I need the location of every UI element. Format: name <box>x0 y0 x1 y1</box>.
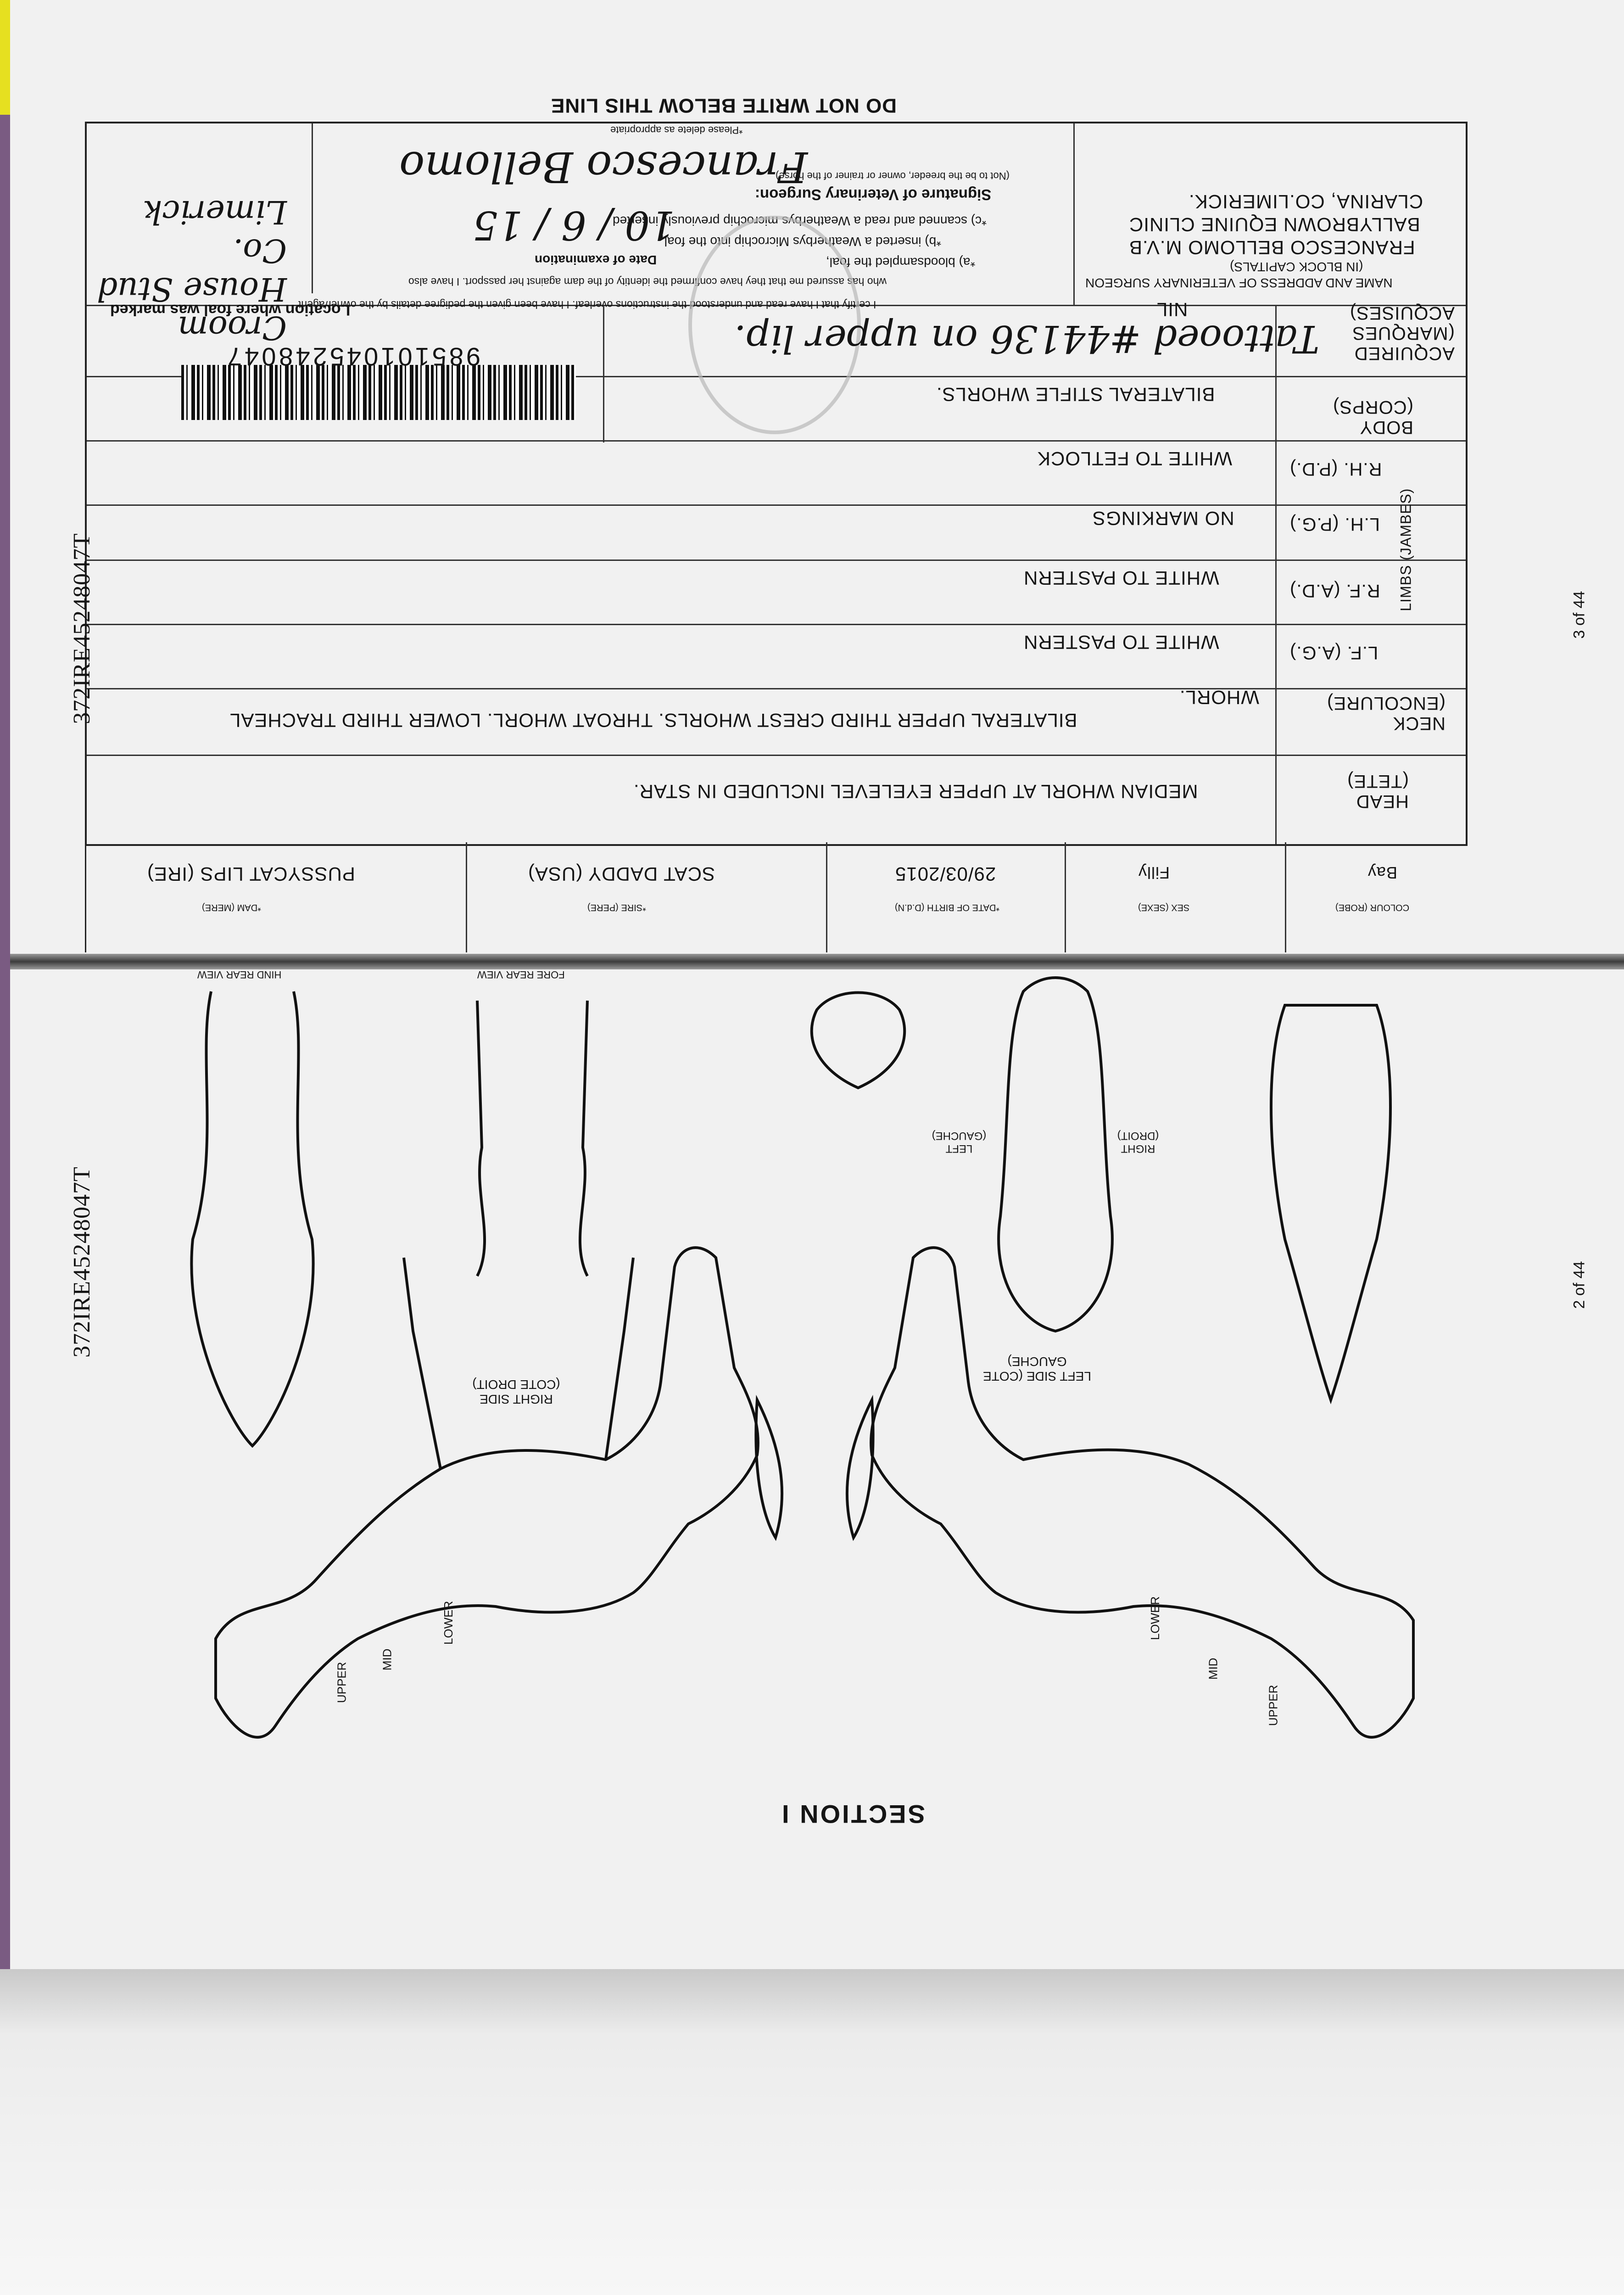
rh-label: R.H. (P.D.) <box>1289 459 1382 479</box>
location-label: Location where foal was marked <box>110 301 351 319</box>
right-side-fore-leg <box>404 1258 441 1469</box>
sire-value: SCAT DADDY (USA) <box>528 863 715 885</box>
do-not-write-line: DO NOT WRITE BELOW THIS LINE <box>551 94 897 117</box>
passport-number-bottom: 372IRE45248047T <box>68 1166 95 1358</box>
sex-value: Filly <box>1138 863 1170 882</box>
hind-rear-view-label: HIND REAR VIEW <box>197 969 282 980</box>
left-side-tail <box>847 1400 873 1538</box>
microchip-number: 985101045248047 <box>225 342 481 371</box>
sex-label: SEX (SEXE) <box>1138 902 1190 912</box>
signature-label: Signature of Veterinary Surgeon: <box>755 186 992 203</box>
rf-value: WHITE TO PASTERN <box>1023 567 1219 589</box>
head-value: MEDIAN WHORL AT UPPER EYELEVEL INCLUDED IN STAR. <box>633 781 1198 802</box>
hind-rear-legs-view <box>191 991 313 1446</box>
fore-rear-legs-view <box>477 1001 587 1276</box>
right-side-label: RIGHT SIDE (COTE DROIT) <box>472 1377 560 1406</box>
neck-label: NECK (ENCOLURE) <box>1327 693 1445 733</box>
head-left-label: LEFT (GAUCHE) <box>932 1130 987 1155</box>
lf-value: WHITE TO PASTERN <box>1023 632 1219 653</box>
head-label: HEAD (TETE) <box>1347 771 1409 812</box>
delete-note: *Please delete as appropriate <box>610 124 743 136</box>
page-number-bottom: 2 of 44 <box>1570 1261 1588 1309</box>
certification-line2: who has assured me that they have confirmed the identity of the dam against her passport. I have also <box>408 276 887 288</box>
limbs-label: LIMBS (JAMBES) <box>1397 488 1414 611</box>
section-title: SECTION I <box>780 1800 926 1829</box>
location-value: Croom House Stud Co. Limerick <box>97 193 287 347</box>
left-side-label: LEFT SIDE (COTE GAUCHE) <box>983 1355 1091 1383</box>
signature-note: (Not to be the breeder, owner or trainer of the horse) <box>776 170 1010 182</box>
neck-value-1: BILATERAL UPPER THIRD CREST WHORLS. THROAT WHORL. LOWER THIRD TRACHEAL <box>229 710 1077 731</box>
certification-line1: I certify that I have read and understood the instructions overleaf. I have been given the pedigree details by the owner/agent <box>298 299 876 311</box>
acquired-nil: NIL <box>1156 299 1188 320</box>
acquired-value: Tattooed #44136 on upper lip. <box>734 317 1320 360</box>
vet-line2: BALLYBROWN EQUINE CLINIC <box>1129 214 1420 235</box>
colour-label: COLOUR (ROBE) <box>1335 902 1410 912</box>
body-label: BODY (CORPS) <box>1333 397 1413 437</box>
right-side-horse-outline <box>216 1248 758 1737</box>
body-value: BILATERAL STIFLE WHORLS. <box>936 384 1215 405</box>
vet-name-label: NAME AND ADDRESS OF VETERINARY SURGEON <box>1085 276 1393 290</box>
certification-a: *a) bloodsampled the foal, <box>826 255 976 269</box>
lower-label-right-side: LOWER <box>441 1601 456 1645</box>
head-right-label: RIGHT (DROIT) <box>1117 1130 1159 1155</box>
mid-label-right-side: MID <box>380 1648 394 1671</box>
certification-c: *c) scanned and read a Weatherbys microchip previously inserted <box>613 214 987 228</box>
right-side-hind-leg <box>606 1258 633 1460</box>
lh-value: NO MARKINGS <box>1092 508 1234 529</box>
rf-label: R.F. (A.D.) <box>1289 581 1380 601</box>
colour-value: Bay <box>1367 863 1398 882</box>
neck-value-2: WHORL. <box>1179 687 1259 708</box>
passport-number-top: 372IRE45248047T <box>68 533 95 724</box>
dam-value: PUSSYCAT LIPS (IRE) <box>147 863 355 885</box>
certification-b: *b) inserted a Weatherbys Microchip into the foal, <box>661 235 942 249</box>
neck-underside-view <box>1271 1005 1390 1400</box>
date-of-examination-value: 10 / 6 / 15 <box>473 202 675 248</box>
mid-label-left-side: MID <box>1206 1657 1220 1680</box>
head-front-view <box>999 978 1112 1331</box>
right-side-tail <box>756 1400 782 1538</box>
sire-label: *SIRE (PERE) <box>587 902 646 912</box>
upper-label-left-side: UPPER <box>1266 1685 1280 1726</box>
acquired-label: ACQUIRED (MARQUES ACQUISES) <box>1349 303 1455 364</box>
dob-label: *DATE OF BIRTH (D.d.N) <box>895 902 1000 912</box>
left-side-horse-outline <box>871 1248 1413 1737</box>
rh-value: WHITE TO FETLOCK <box>1037 448 1233 470</box>
lh-label: L.H. (P.G.) <box>1289 514 1380 534</box>
vet-block-caps: (IN BLOCK CAPITALS) <box>1230 260 1363 274</box>
dam-label: *DAM (MERE) <box>202 902 261 912</box>
vet-signature: Francesco Bellomo <box>399 142 808 191</box>
dob-value: 29/03/2015 <box>895 863 996 885</box>
lower-label-left-side: LOWER <box>1148 1596 1162 1640</box>
muzzle-view <box>812 993 905 1088</box>
upper-label-right-side: UPPER <box>335 1662 349 1703</box>
fore-rear-view-label: FORE REAR VIEW <box>477 969 565 980</box>
lf-label: L.F. (A.G.) <box>1289 643 1378 663</box>
vet-line3: CLARINA, CO.LIMERICK. <box>1189 191 1423 213</box>
page-number-top: 3 of 44 <box>1570 591 1588 639</box>
vet-line1: FRANCESCO BELLOMO M.V.B <box>1129 237 1415 258</box>
date-of-examination-label: Date of examination <box>535 253 657 267</box>
